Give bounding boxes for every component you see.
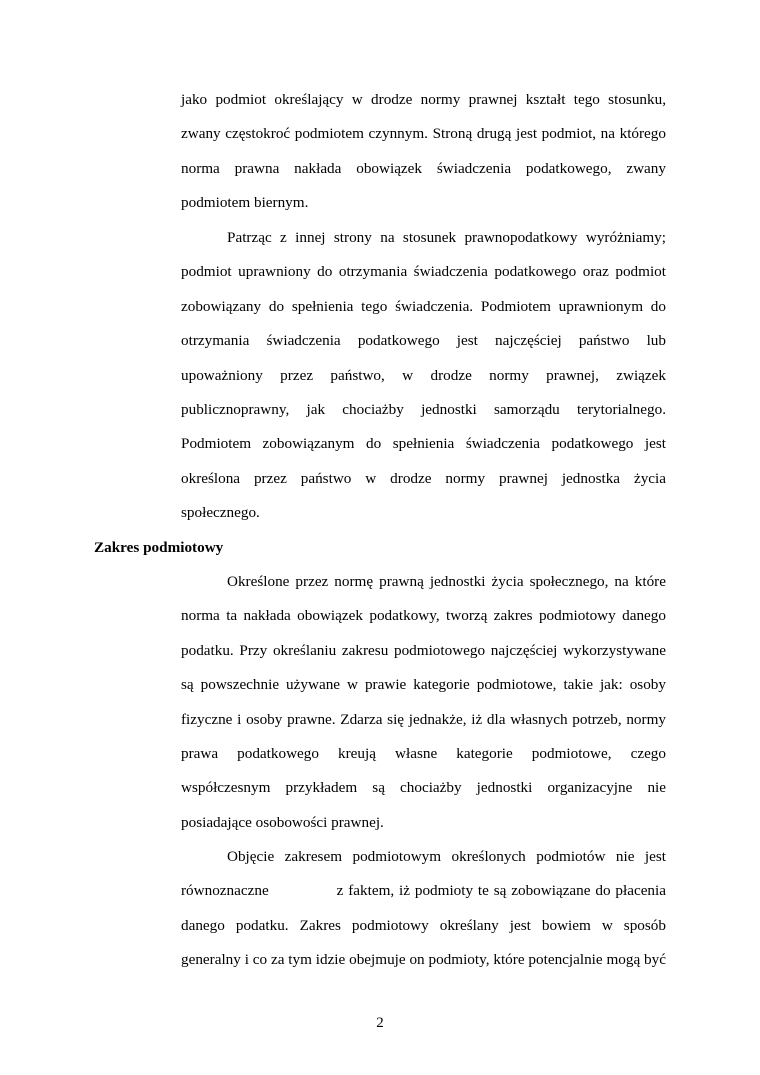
section-heading: Zakres podmiotowy xyxy=(94,539,224,556)
text-line: otrzymania świadczenia podatkowego jest najczęściej państwo lub xyxy=(181,332,666,350)
text-line: współczesnym przykładem są chociażby jednostki organizacyjne nie xyxy=(181,779,666,797)
text-line: jako podmiot określający w drodze normy prawnej kształt tego stosunku, xyxy=(181,91,666,108)
text-line: publicznoprawny, jak chociażby jednostki samorządu terytorialnego. xyxy=(181,400,666,418)
text-line: prawa podatkowego kreują własne kategorie podmiotowe, czego xyxy=(181,744,666,762)
text-line: fizyczne i osoby prawne. Zdarza się jednakże, iż dla własnych potrzeb, normy xyxy=(181,710,666,728)
text-line: norma ta nakłada obowiązek podatkowy, tworzą zakres podmiotowy danego xyxy=(181,607,666,625)
text-line: zwany częstokroć podmiotem czynnym. Stroną drugą jest podmiot, na którego xyxy=(181,125,666,143)
paragraph-subject-active xyxy=(181,90,666,228)
text-line: Podmiotem zobowiązanym do spełnienia świadczenia podatkowego jest xyxy=(181,435,666,453)
text-line: równoznaczne z faktem, iż podmioty te są zobowiązane do płacenia xyxy=(181,882,666,900)
text-line: upoważniony przez państwo, w drodze normy prawnej, związek xyxy=(181,366,666,384)
text-line: społecznego. xyxy=(181,504,260,522)
text-line: podmiot uprawniony do otrzymania świadczenia podatkowego oraz podmiot xyxy=(181,263,666,281)
text-line: zobowiązany do spełnienia tego świadczenia. Podmiotem uprawnionym do xyxy=(181,297,666,315)
text-line: podmiotem biernym. xyxy=(181,194,309,212)
text-line: są powszechnie używane w prawie kategorie podmiotowe, takie jak: osoby xyxy=(181,676,666,694)
text-line: posiadające osobowości prawnej. xyxy=(181,813,384,831)
text-line: norma prawna nakłada obowiązek świadczenia podatkowego, zwany xyxy=(181,159,666,177)
paragraph-scope-inclusion xyxy=(181,847,666,985)
text-line: Określone przez normę prawną jednostki życia społecznego, na które xyxy=(227,573,666,590)
text-line: podatku. Przy określaniu zakresu podmiotowego najczęściej wykorzystywane xyxy=(181,641,666,659)
paragraph-tax-relationship xyxy=(181,228,666,538)
paragraph-subjective-scope xyxy=(181,572,666,847)
page-number: 2 xyxy=(376,1015,384,1031)
text-line: Objęcie zakresem podmiotowym określonych podmiotów nie jest xyxy=(227,848,666,865)
text-line: Patrząc z innej strony na stosunek prawnopodatkowy wyróżniamy; xyxy=(227,229,666,246)
text-line: generalny i co za tym idzie obejmuje on podmioty, które potencjalnie mogą być xyxy=(181,951,666,969)
text-line: określona przez państwo w drodze normy prawnej jednostka życia xyxy=(181,469,666,487)
text-line: danego podatku. Zakres podmiotowy określany jest bowiem w sposób xyxy=(181,916,666,934)
